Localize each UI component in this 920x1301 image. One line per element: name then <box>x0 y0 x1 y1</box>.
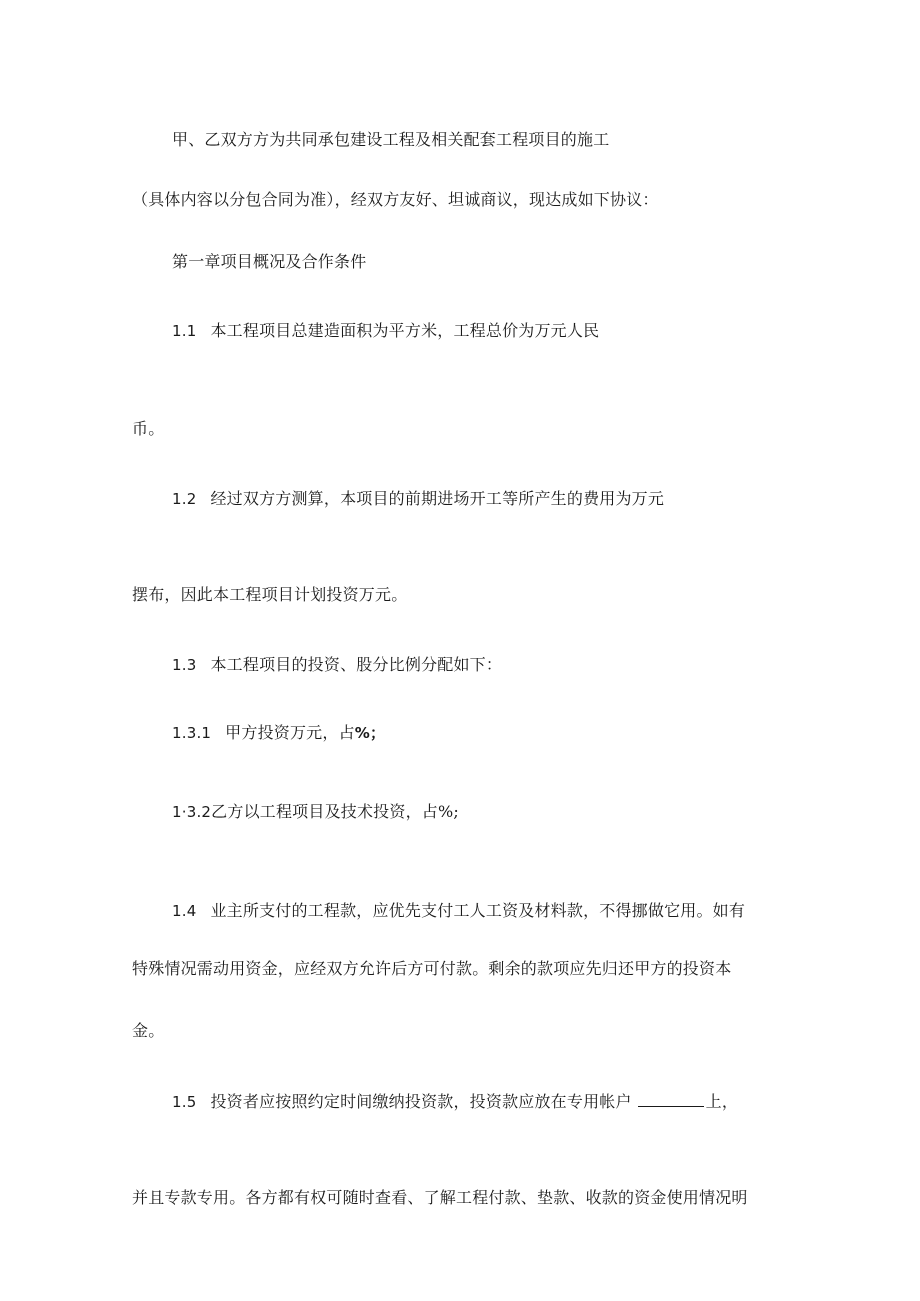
clause-1-4-line-1 <box>172 900 745 922</box>
clause-1-1-line-2: 币。 <box>132 419 165 438</box>
clause-text: 甲方投资万元，占 <box>225 723 355 742</box>
clause-1-4-line-2: 特殊情况需动用资金，应经双方允许后方可付款。剩余的款项应先归还甲方的投资本 <box>132 959 732 978</box>
clause-text: 经过双方方测算，本项目的前期进场开工等所产生的费用为万元 <box>210 489 665 508</box>
clause-text: 本工程项目的投资、股分比例分配如下： <box>210 655 503 674</box>
clause-1-3-1 <box>172 722 385 744</box>
clause-text: 投资者应按照约定时间缴纳投资款，投资款应放在专用帐户 <box>210 1092 632 1111</box>
clause-1-1-line-1 <box>172 320 599 342</box>
clause-1-2-line-2: 摆布，因此本工程项目计划投资万元。 <box>132 585 408 604</box>
clause-text: 乙方以工程项目及技术投资，占%; <box>211 802 459 821</box>
chapter-title: 第一章项目概况及合作条件 <box>172 252 367 271</box>
clause-number: 1.2 <box>172 490 197 508</box>
clause-1-4-line-3: 金。 <box>132 1021 165 1040</box>
clause-1-5-line-2: 并且专款专用。各方都有权可随时查看、了解工程付款、垫款、收款的资金使用情况明 <box>132 1188 748 1207</box>
clause-suffix: %； <box>354 724 386 742</box>
clause-number: 1.3.1 <box>172 724 212 742</box>
clause-number: 1.3 <box>172 656 197 674</box>
account-blank <box>638 1092 704 1107</box>
clause-text-after: 上， <box>705 1092 739 1111</box>
clause-number: 1.4 <box>172 902 197 920</box>
clause-1-3-2 <box>172 801 459 823</box>
clause-1-5-line-1 <box>172 1091 738 1113</box>
intro-line-2: （具体内容以分包合同为准），经双方友好、坦诚商议，现达成如下协议： <box>132 190 659 209</box>
clause-number: 1.1 <box>172 322 197 340</box>
clause-1-2-line-1 <box>172 488 664 510</box>
intro-line-1: 甲、乙双方方为共同承包建设工程及相关配套工程项目的施工 <box>172 130 610 149</box>
clause-number: 1·3.2 <box>172 803 212 821</box>
clause-text: 本工程项目总建造面积为平方米，工程总价为万元人民 <box>210 321 600 340</box>
clause-1-3-line-1 <box>172 654 502 676</box>
clause-number: 1.5 <box>172 1093 197 1111</box>
clause-text: 业主所支付的工程款，应优先支付工人工资及材料款，不得挪做它用。如有 <box>210 901 746 920</box>
